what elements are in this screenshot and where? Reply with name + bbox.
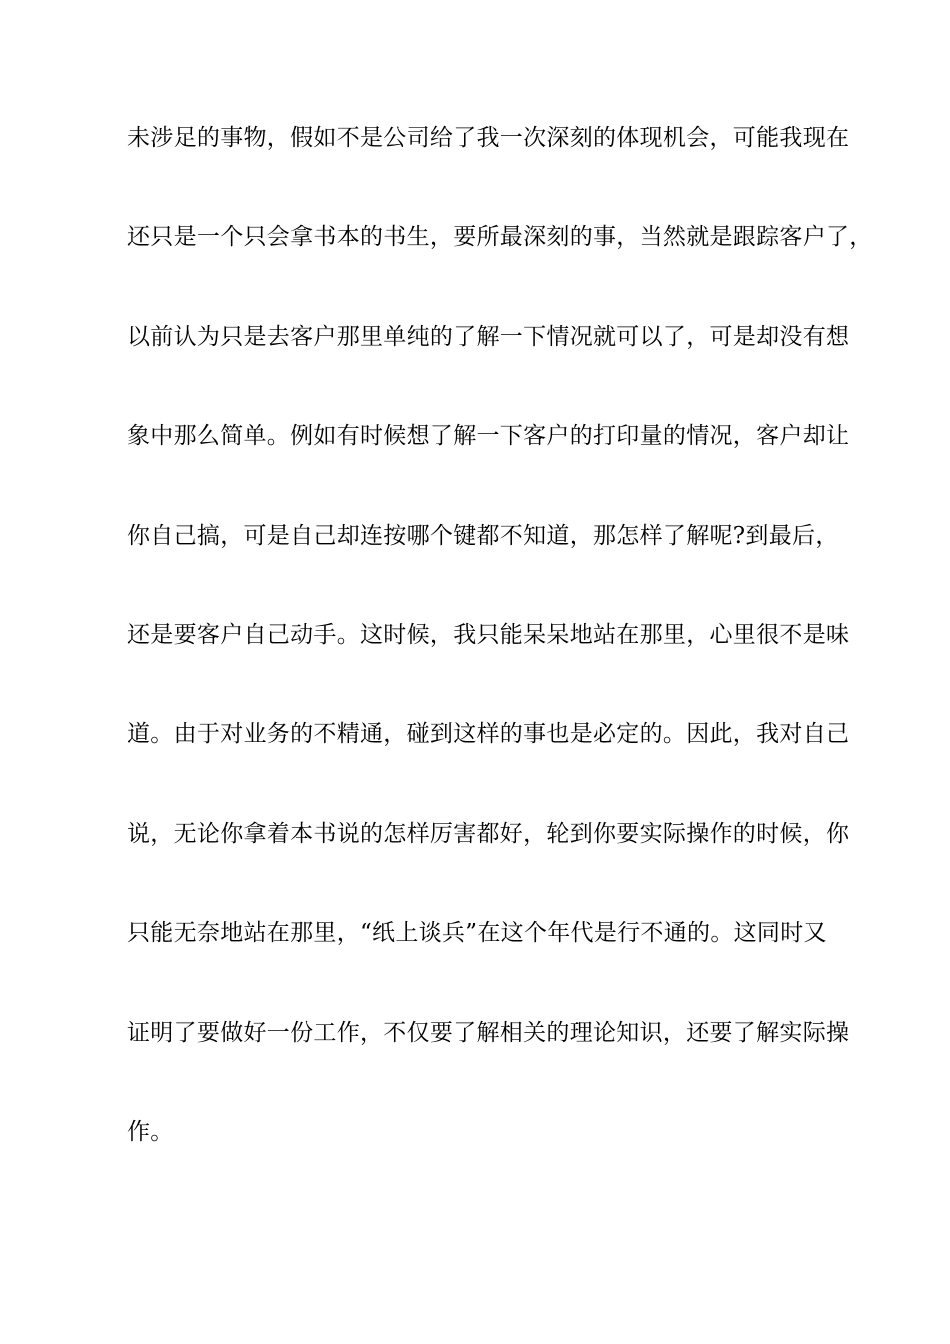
text-line: 作。 — [127, 1118, 174, 1145]
text-line: 未涉足的事物，假如不是公司给了我一次深刻的体现机会，可能我现在 — [127, 125, 850, 151]
text-line: 只能无奈地站在那里，“纸上谈兵”在这个年代是行不通的。这同时又 — [127, 920, 827, 947]
text-line: 你自己搞，可是自己却连按哪个键都不知道，那怎样了解呢?到最后， — [127, 522, 839, 549]
body-paragraph — [127, 118, 873, 1211]
text-line: 象中那么简单。例如有时候想了解一下客户的打印量的情况，客户却让 — [127, 423, 850, 450]
text-line: 还是要客户自己动手。这时候，我只能呆呆地站在那里，心里很不是味 — [127, 621, 850, 648]
text-line: 还只是一个只会拿书本的书生，要所最深刻的事，当然就是跟踪客户了， — [127, 224, 873, 251]
text-line: 说，无论你拿着本书说的怎样厉害都好，轮到你要实际操作的时候，你 — [127, 820, 850, 847]
text-line: 道。由于对业务的不精通，碰到这样的事也是必定的。因此，我对自己 — [127, 721, 850, 748]
text-line: 以前认为只是去客户那里单纯的了解一下情况就可以了，可是却没有想 — [127, 323, 850, 350]
text-line: 证明了要做好一份工作，不仅要了解相关的理论知识，还要了解实际操 — [127, 1019, 850, 1046]
